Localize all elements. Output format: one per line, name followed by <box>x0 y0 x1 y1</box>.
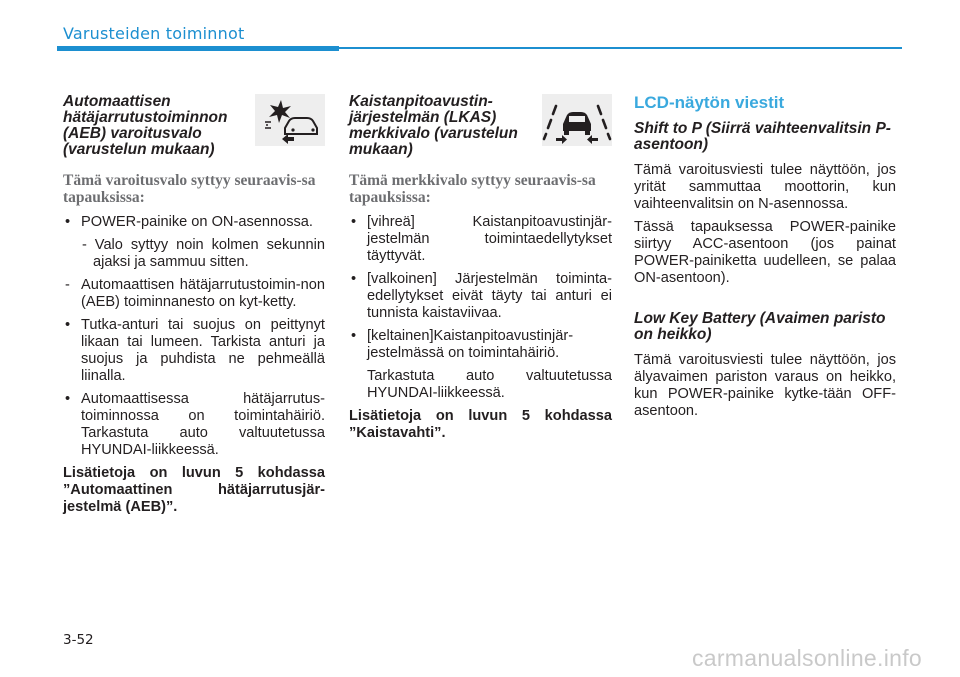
aeb-heading-row <box>63 94 325 166</box>
header-rule <box>339 47 902 49</box>
header-bar-accent <box>57 46 339 51</box>
low-key-battery-para: Tämä varoitusviesti tulee näyttöön, jos älyavaimen pariston varaus on heikko, kun POWER-painike kytke-tään OFF-asentoon. <box>634 352 896 419</box>
aeb-sub-1: - Valo syttyy noin kolmen sekunnin ajaksi ja sammuu sitten. <box>82 237 325 270</box>
lkas-subheading: Tämä merkkivalo syttyy seuraavis-sa tapauksissa: <box>349 172 596 206</box>
aeb-note: Lisätietoja on luvun 5 kohdassa ”Automaattinen hätäjarrutusjär-jestelmä (AEB)”. <box>63 465 325 515</box>
lkas-indent-1: Tarkastuta auto valtuutetussa HYUNDAI-liikkeessä. <box>367 368 612 401</box>
page-number: 3-52 <box>63 632 94 648</box>
lkas-indicator-icon <box>542 94 612 146</box>
lcd-section-title: LCD-näytön viestit <box>634 93 785 112</box>
lkas-bullet-3: • [keltainen]Kaistanpitoavustinjär-jestelmässä on toimintahäiriö. <box>349 328 612 362</box>
lkas-heading: Kaistanpitoavustin-järjestelmän (LKAS) merkkivalo (varustelun mukaan) <box>349 93 518 158</box>
aeb-bullet-1: • POWER-painike on ON-asennossa. <box>63 214 325 231</box>
aeb-heading: Automaattisen hätäjarrutustoiminnon (AEB) varoitusvalo (varustelun mukaan) <box>63 93 228 158</box>
watermark: carmanualsonline.info <box>691 645 922 671</box>
lkas-bullet-2: • [valkoinen] Järjestelmän toiminta-edellytykset eivät täyty tai anturi ei tunnista kaistaviivaa. <box>349 271 612 322</box>
shift-to-p-para-1: Tämä varoitusviesti tulee näyttöön, jos yrität sammuttaa moottorin, kun vaihteenvalitsin on N-asennossa. <box>634 162 896 212</box>
lkas-bullet-1: • [vihreä] Kaistanpitoavustinjär-jestelmän toimintaedellytykset täyttyvät. <box>349 214 612 265</box>
aeb-bullet-3: • Automaattisessa hätäjarrutus-toiminnossa on toimintahäiriö. Tarkastuta auto valtuutetussa HYUNDAI-liikkeessä. <box>63 391 325 459</box>
column-aeb <box>63 94 325 522</box>
column-lkas <box>349 94 612 448</box>
shift-to-p-para-2: Tässä tapauksessa POWER-painike siirtyy ACC-asentoon (jos painat POWER-painiketta uudelleen, se palaa ON-asentoon). <box>634 219 896 286</box>
shift-to-p-heading: Shift to P (Siirrä vaihteenvalitsin P-asentoon) <box>634 120 891 153</box>
low-key-battery-heading: Low Key Battery (Avaimen paristo on heikko) <box>634 310 886 343</box>
lkas-heading-row <box>349 94 612 166</box>
aeb-subheading: Tämä varoitusvalo syttyy seuraavis-sa tapauksissa: <box>63 172 316 206</box>
aeb-bullet-2: • Tutka-anturi tai suojus on peittynyt likaan tai lumeen. Tarkista anturi ja suojus ja puhdista ne pehmeällä liinalla. <box>63 317 325 385</box>
section-header-title: Varusteiden toiminnot <box>63 24 245 43</box>
aeb-dash-1: - Automaattisen hätäjarrutustoimin-non (AEB) toiminnanesto on kyt-ketty. <box>63 277 325 311</box>
lkas-note: Lisätietoja on luvun 5 kohdassa ”Kaistavahti”. <box>349 408 612 441</box>
column-lcd-messages <box>634 94 896 426</box>
aeb-warning-icon <box>255 94 325 146</box>
